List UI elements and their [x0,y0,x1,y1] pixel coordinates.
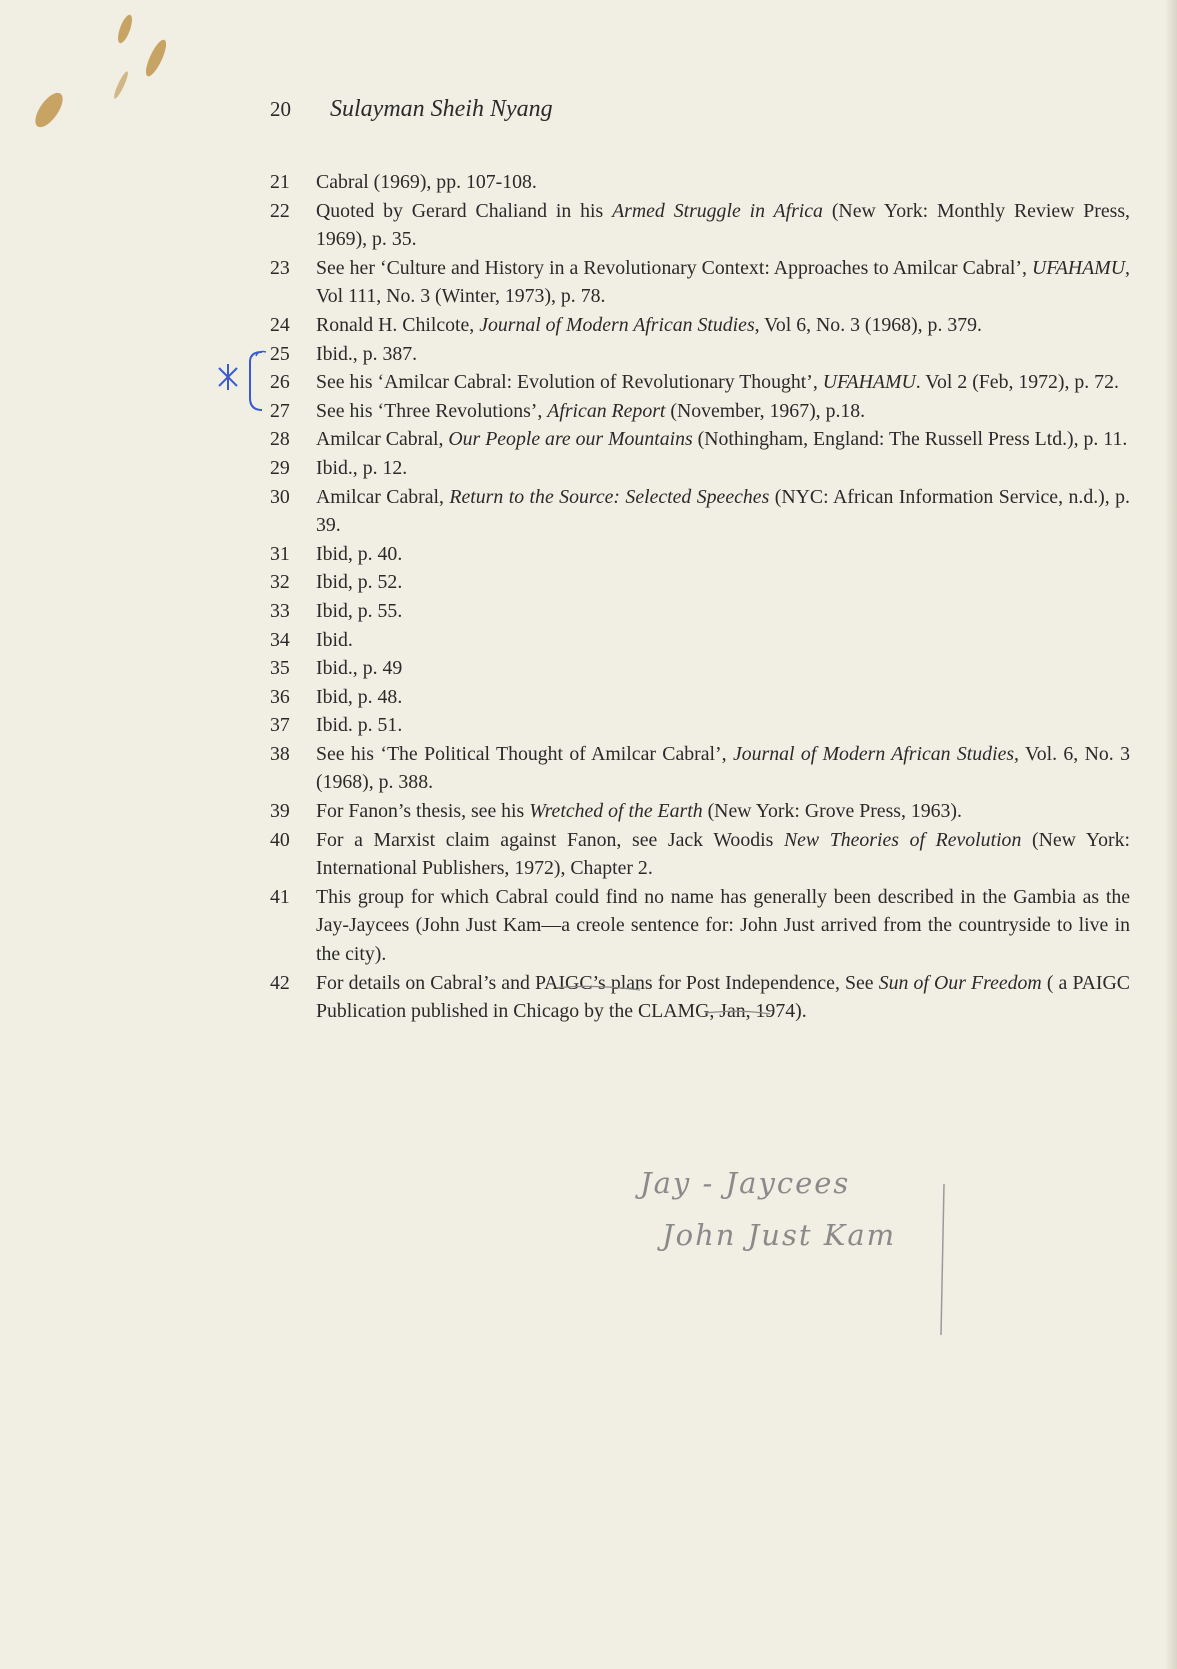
endnote-text-part: See his ‘The Political Thought of Amilcar Cabral’, [316,742,733,765]
endnote-text-part: Quoted by Gerard Chaliand in his [316,199,613,222]
endnote-number: 22 [270,199,290,222]
endnote-number: 38 [270,742,290,765]
endnote-number: 23 [270,256,290,279]
endnote-number: 35 [270,657,290,680]
endnote-text-part: (New York: Grove Press, 1963). [702,800,962,823]
endnote-text-part: Ibid. [316,628,353,651]
asterisk-icon [219,364,237,390]
endnote-number: 32 [270,571,290,594]
endnote-text-part: Ibid., p. 387. [316,342,418,365]
endnote-title-italic: Sun of Our Freedom [878,971,1042,994]
endnote-title-italic: Return to the Source: Selected Speeches [449,485,770,508]
endnote-text-part: See her ‘Culture and History in a Revolutionary Context: Approaches to Amilcar Cabral’, [316,256,1032,279]
endnote-title-italic: Armed Struggle in Africa [612,199,823,222]
endnote-text-part: For Fanon’s thesis, see his [316,800,530,823]
endnote-number: 21 [270,171,290,193]
endnote-title-italic: Journal of Modern African Studies [732,742,1015,765]
endnote-text-part: (New York: Monthly Review Press, 1969), p. 35. [316,199,1130,251]
endnote-title-italic: Wretched of the Earth [529,800,703,823]
endnote-title-italic: Our People are our Mountains [448,428,693,451]
page-number: 20 [270,97,291,121]
endnote-number: 41 [270,885,290,908]
endnote-number: 40 [270,828,290,851]
endnote-text-part: Ronald H. Chilcote, [316,313,480,336]
pencil-margin-line [941,1184,944,1335]
endnote-text-part: (November, 1967), p.18. [665,399,866,422]
endnote-text-part: , Vol. 6, No. 3 (1968), p. 388. [316,742,1130,794]
endnote-number: 37 [270,714,290,737]
endnote-text-part: Ibid., p. 49 [316,657,403,680]
endnote-text-part: Amilcar Cabral, [316,428,449,451]
endnote-text-part: , Vol 6, No. 3 (1968), p. 379. [754,313,982,336]
pencil-underline [556,986,640,990]
endnote-number: 31 [270,542,290,565]
endnote-text-part: This group for which Cabral could find no name has generally been described in the Gambia as the Jay-Jaycees (John Just Kam—a creole sentence for: John Just arrived from the countryside to live in the city). [316,885,1130,966]
endnote-text-part: Cabral (1969), pp. 107-108. [316,171,537,193]
endnote-text-part: , Vol 111, No. 3 (Winter, 1973), p. 78. [316,256,1130,308]
endnote-number: 25 [270,342,290,365]
endnote-title-italic: Journal of Modern African Studies [479,313,755,336]
endnote-title-italic: African Report [547,399,666,422]
pencil-underline [705,1011,770,1014]
endnote-title-italic: New Theories of Revolution [783,828,1022,851]
endnote-number: 33 [270,599,290,622]
endnote-text-part: Amilcar Cabral, [316,485,450,508]
endnote-number: 42 [270,971,290,994]
endnote-text-part: Ibid. p. 51. [316,714,403,737]
endnote-text-part: For a Marxist claim against Fanon, see Jack Woodis [316,828,784,851]
handwritten-note-line1: Jay - Jaycees [640,1166,851,1200]
bracket-mark [250,352,262,410]
endnote-text-part: ( a PAIGC Publication published in Chicago by the CLAMG, Jan, 1974). [316,971,1130,1023]
endnote-text-part: Ibid, p. 52. [316,571,403,594]
endnote-title-italic: UFAHAMU [1032,256,1126,279]
endnote-number: 26 [270,371,290,394]
endnote-text-part: See his ‘Amilcar Cabral: Evolution of Revolutionary Thought’, [316,371,823,394]
running-head: Sulayman Sheih Nyang [330,96,553,122]
endnote-text-part: (NYC: African Information Service, n.d.), p. 39. [316,485,1130,537]
endnote-text-part: Ibid, p. 55. [316,599,403,622]
endnote-number: 39 [270,800,290,823]
endnote-text-part: Ibid., p. 12. [316,456,408,479]
endnote-number: 36 [270,685,290,708]
endnote-number: 28 [270,428,290,451]
endnote-text-part: . Vol 2 (Feb, 1972), p. 72. [915,371,1119,394]
endnote-text-part: Ibid, p. 48. [316,685,403,708]
endnote-text-part: (Nothingham, England: The Russell Press Ltd.), p. 11. [692,428,1128,451]
endnote-text-part: (New York: International Publishers, 1972), Chapter 2. [316,828,1130,880]
endnote-number: 34 [270,628,290,651]
handwritten-note-line2: John Just Kam [662,1218,897,1252]
endnote-text-part: See his ‘Three Revolutions’, [316,399,548,422]
endnote-number: 24 [270,313,290,336]
endnote-number: 29 [270,456,290,479]
endnote-text-part: Ibid, p. 40. [316,542,403,565]
endnote-text-part: For details on Cabral’s and PAIGC’s plans for Post Independence, See [316,971,879,994]
endnote-number: 27 [270,399,290,422]
endnote-number: 30 [270,485,290,508]
endnote-title-italic: UFAHAMU [822,371,916,394]
